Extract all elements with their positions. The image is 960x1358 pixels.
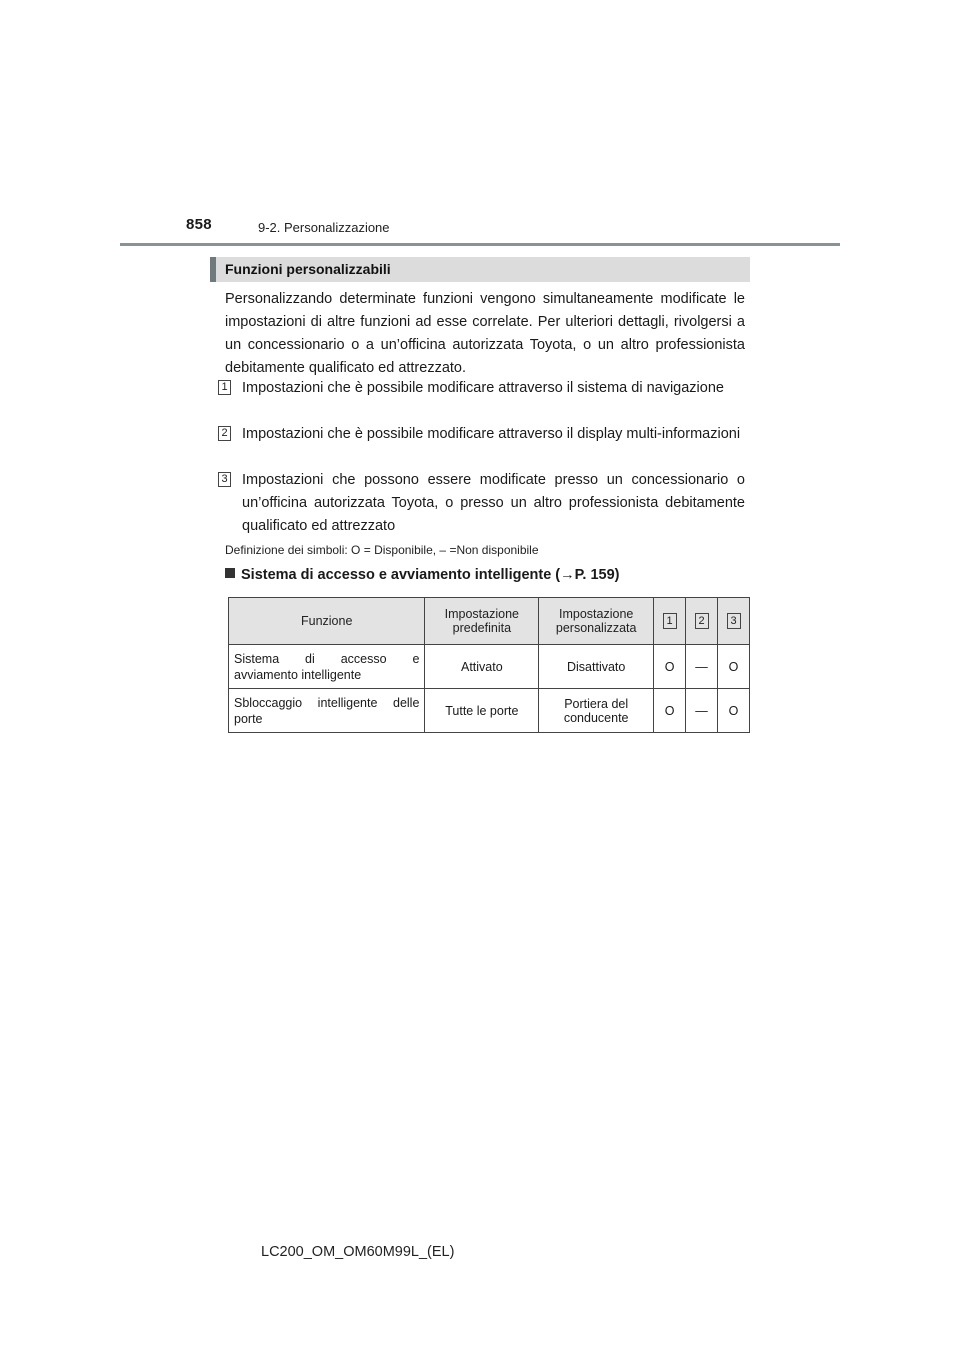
header-custom: Impostazione personalizzata [539, 598, 654, 645]
subsection-heading [225, 567, 620, 583]
list-item [218, 423, 745, 446]
section-title: Funzioni personalizzabili [225, 261, 391, 277]
cell-c1: O [654, 689, 686, 733]
cell-custom: Portiera del conducente [539, 689, 654, 733]
number-badge: 1 [663, 613, 677, 629]
header-col-2 [686, 598, 718, 645]
table-row [229, 689, 750, 733]
cell-function: Sbloccaggio intelligente delle porte [229, 689, 425, 733]
section-header [210, 257, 750, 282]
square-bullet-icon [225, 568, 235, 578]
cell-c1: O [654, 645, 686, 689]
header-col-3 [718, 598, 750, 645]
table-header-row [229, 598, 750, 645]
cell-function: Sistema di accesso e avviamento intelligente [229, 645, 425, 689]
list-item [218, 469, 745, 538]
cell-c3: O [718, 645, 750, 689]
list-item-text: Impostazioni che è possibile modificare attraverso il display multi-informazioni [242, 426, 741, 442]
chapter-title: 9-2. Personalizzazione [258, 220, 390, 235]
cell-c2: — [686, 689, 718, 733]
list-item-text: Impostazioni che è possibile modificare attraverso il sistema di navigazione [242, 380, 724, 396]
subsection-heading-text: Sistema di accesso e avviamento intelligente (→P. 159) [241, 567, 620, 583]
settings-table [228, 597, 750, 733]
header-col-1 [654, 598, 686, 645]
number-badge: 2 [218, 426, 231, 441]
cell-default: Tutte le porte [425, 689, 539, 733]
intro-paragraph: Personalizzando determinate funzioni vengono simultaneamente modificate le impostazioni di altre funzioni ad esse correlate. Per ulteriori dettagli, rivolgersi a un concessionario o a un’officina autorizzata Toyota, o un altro professionista debitamente qualificato ed attrezzato. [225, 291, 745, 376]
cell-default: Attivato [425, 645, 539, 689]
cell-c3: O [718, 689, 750, 733]
list-item-text: Impostazioni che possono essere modificate presso un concessionario o un’officina autorizzata Toyota, o presso un altro professionista debitamente qualificato ed attrezzato [242, 472, 745, 534]
header-function: Funzione [229, 598, 425, 645]
table-row [229, 645, 750, 689]
page-number: 858 [186, 216, 212, 233]
number-badge: 2 [695, 613, 709, 629]
list-item [218, 377, 745, 400]
number-badge: 1 [218, 380, 231, 395]
number-badge: 3 [218, 472, 231, 487]
cell-c2: — [686, 645, 718, 689]
section-accent [210, 257, 216, 282]
header-default: Impostazione predefinita [425, 598, 539, 645]
document-code: LC200_OM_OM60M99L_(EL) [261, 1244, 455, 1260]
number-badge: 3 [727, 613, 741, 629]
header-divider [120, 243, 840, 246]
symbol-definitions: Definizione dei simboli: O = Disponibile, – =Non disponibile [225, 543, 539, 557]
cell-custom: Disattivato [539, 645, 654, 689]
